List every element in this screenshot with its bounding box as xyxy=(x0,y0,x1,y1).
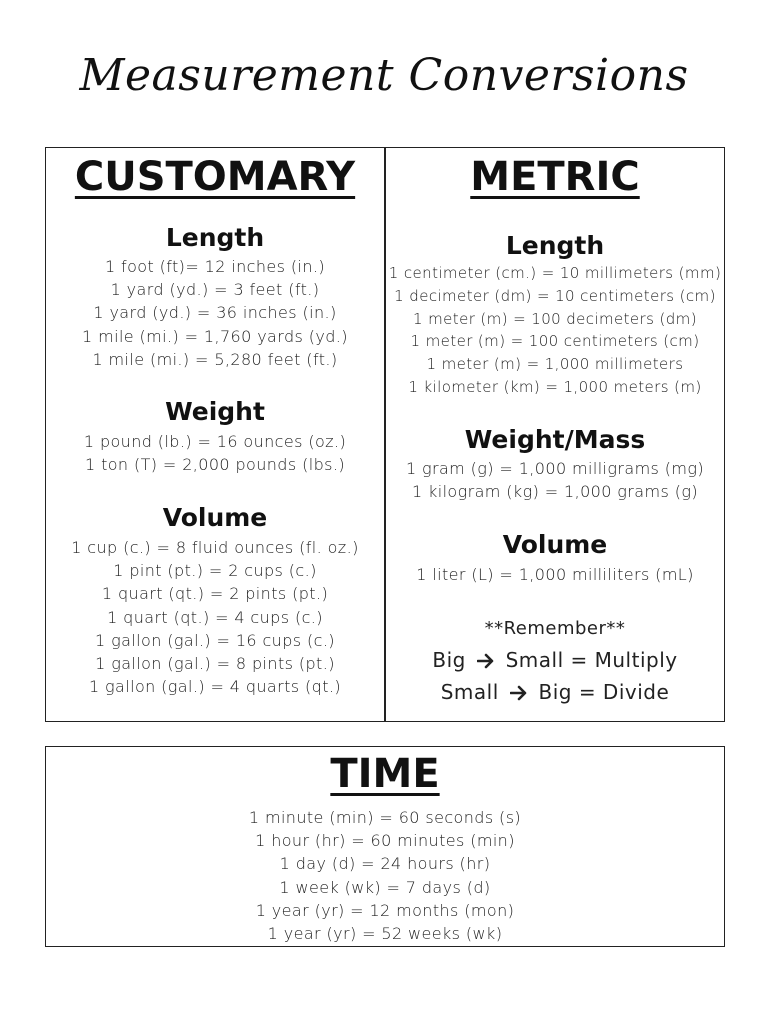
list-item: 1 yard (yd.) = 36 inches (in.) xyxy=(93,303,337,323)
metric-length-heading: Length xyxy=(505,231,605,260)
list-item: 1 gallon (gal.) = 16 cups (c.) xyxy=(95,630,335,650)
customary-column xyxy=(46,148,384,721)
time-table xyxy=(45,746,725,947)
list-item: 1 quart (qt.) = 2 pints (pt.) xyxy=(101,584,329,604)
list-item: 1 cup (c.) = 8 fluid ounces (fl. oz.) xyxy=(71,538,359,557)
customary-length-heading: Length xyxy=(165,223,265,252)
metric-column xyxy=(386,148,724,721)
metric-length-list xyxy=(386,262,724,399)
list-item: 1 week (wk) = 7 days (d) xyxy=(279,877,491,897)
remember-multiply-label: Small = Multiply xyxy=(505,648,678,672)
time-heading: TIME xyxy=(330,751,440,797)
list-item: 1 centimeter (cm.) = 10 millimeters (mm) xyxy=(388,264,722,282)
time-list xyxy=(46,806,724,945)
metric-weight-heading: Weight/Mass xyxy=(464,425,646,454)
remember-big-label: Big xyxy=(432,648,466,672)
list-item: 1 gallon (gal.) = 8 pints (pt.) xyxy=(95,653,335,673)
list-item: 1 day (d) = 24 hours (hr) xyxy=(279,854,491,874)
list-item: 1 foot (ft)= 12 inches (in.) xyxy=(104,257,326,276)
list-item: 1 pound (lb.) = 16 ounces (oz.) xyxy=(83,432,347,451)
list-item: 1 meter (m) = 100 centimeters (cm) xyxy=(410,332,700,351)
list-item: 1 minute (min) = 60 seconds (s) xyxy=(248,808,522,827)
list-item: 1 meter (m) = 1,000 millimeters xyxy=(426,355,684,374)
remember-title: **Remember** xyxy=(484,618,626,639)
remember-multiply-rule xyxy=(386,648,724,674)
list-item: 1 decimeter (dm) = 10 centimeters (cm) xyxy=(394,286,716,305)
remember-small-label: Small xyxy=(440,680,499,704)
list-item: 1 quart (qt.) = 4 cups (c.) xyxy=(107,607,323,627)
list-item: 1 liter (L) = 1,000 milliliters (mL) xyxy=(416,565,694,584)
customary-volume-list xyxy=(46,536,384,698)
customary-weight-list xyxy=(46,430,384,476)
metric-volume-list xyxy=(386,563,724,586)
customary-heading: CUSTOMARY xyxy=(74,154,356,200)
page-title: Measurement Conversions xyxy=(79,50,689,101)
list-item: 1 kilometer (km) = 1,000 meters (m) xyxy=(408,377,702,396)
customary-weight-heading: Weight xyxy=(165,397,265,426)
list-item: 1 mile (mi.) = 1,760 yards (yd.) xyxy=(82,326,348,346)
list-item: 1 ton (T) = 2,000 pounds (lbs.) xyxy=(85,455,345,475)
conversions-table xyxy=(45,147,725,722)
arrow-right-icon xyxy=(510,682,528,706)
list-item: 1 yard (yd.) = 3 feet (ft.) xyxy=(110,280,320,300)
metric-heading: METRIC xyxy=(470,154,640,200)
list-item: 1 kilogram (kg) = 1,000 grams (g) xyxy=(412,482,698,502)
arrow-right-icon xyxy=(477,650,495,674)
list-item: 1 year (yr) = 12 months (mon) xyxy=(255,900,515,920)
list-item: 1 gallon (gal.) = 4 quarts (qt.) xyxy=(88,677,342,697)
metric-weight-list xyxy=(386,457,724,503)
remember-divide-label: Big = Divide xyxy=(538,680,670,704)
list-item: 1 pint (pt.) = 2 cups (c.) xyxy=(113,561,317,581)
list-item: 1 year (yr) = 52 weeks (wk) xyxy=(267,923,503,943)
customary-length-list xyxy=(46,255,384,371)
customary-volume-heading: Volume xyxy=(162,503,268,532)
metric-volume-heading: Volume xyxy=(502,530,608,559)
list-item: 1 mile (mi.) = 5,280 feet (ft.) xyxy=(92,349,338,369)
list-item: 1 gram (g) = 1,000 milligrams (mg) xyxy=(405,459,705,478)
remember-divide-rule xyxy=(386,680,724,706)
list-item: 1 hour (hr) = 60 minutes (min) xyxy=(255,831,515,851)
list-item: 1 meter (m) = 100 decimeters (dm) xyxy=(413,309,697,328)
